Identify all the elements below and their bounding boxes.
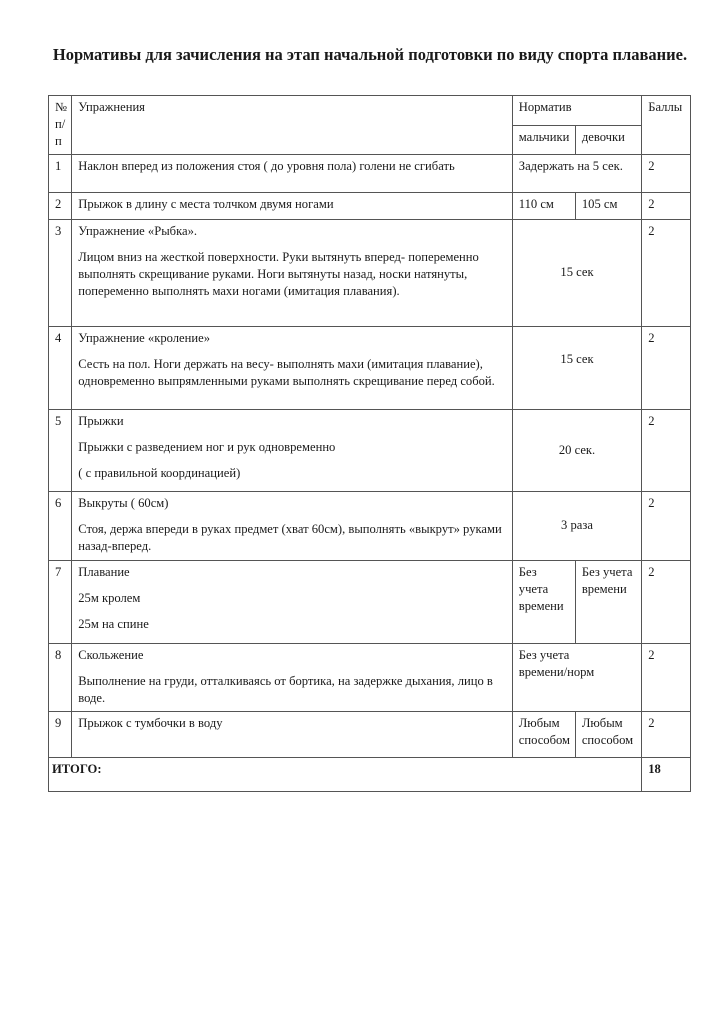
exercise-line: Выполнение на груди, отталкиваясь от бортика, на задержке дыхания, лицо в воде. — [78, 674, 493, 705]
row-exercise — [72, 492, 513, 561]
row-norm-boys: 110 см — [512, 193, 575, 220]
row-num: 1 — [49, 155, 72, 193]
exercise-line: Лицом вниз на жесткой поверхности. Руки вытянуть вперед- попеременно выполнять скрещивание руками. Ноги вытянуты назад, носки натянуты, попеременно выполнять махи ногами (имитация плавания). — [78, 250, 479, 298]
table-row — [49, 492, 691, 561]
row-norm: 3 раза — [512, 492, 641, 561]
total-label: ИТОГО: — [49, 758, 642, 792]
table-row — [49, 561, 691, 644]
row-norm-boys: Без учета времени — [512, 561, 575, 644]
exercise-line: Прыжок в длину с места толчком двумя ногами — [78, 197, 334, 211]
row-num: 4 — [49, 327, 72, 410]
header-norm: Норматив — [512, 96, 641, 126]
exercise-line: Сесть на пол. Ноги держать на весу- выполнять махи (имитация плавание), одновременно выпрямленными руками выполнять скрещивание перед собой. — [78, 357, 495, 388]
row-norm-girls: Любым способом — [575, 712, 641, 758]
row-num: 7 — [49, 561, 72, 644]
row-points: 2 — [642, 193, 691, 220]
row-points: 2 — [642, 410, 691, 492]
row-norm-girls: 105 см — [575, 193, 641, 220]
row-points: 2 — [642, 644, 691, 712]
row-exercise — [72, 193, 513, 220]
table-row — [49, 644, 691, 712]
exercise-line: Выкруты ( 60см) — [78, 496, 169, 510]
row-exercise — [72, 561, 513, 644]
total-value: 18 — [642, 758, 691, 792]
row-points: 2 — [642, 712, 691, 758]
table-row — [49, 220, 691, 327]
row-points: 2 — [642, 155, 691, 193]
row-norm: Без учета времени/норм — [512, 644, 641, 712]
page-title: Нормативы для зачисления на этап начальной подготовки по виду спорта плавание. — [52, 45, 688, 64]
row-norm: 20 сек. — [512, 410, 641, 492]
row-exercise — [72, 644, 513, 712]
header-girls: девочки — [575, 125, 641, 155]
header-boys: мальчики — [512, 125, 575, 155]
table-row — [49, 327, 691, 410]
row-num: 6 — [49, 492, 72, 561]
exercise-line: Стоя, держа впереди в руках предмет (хват 60см), выполнять «выкрут» руками назад-вперед. — [78, 522, 502, 553]
exercise-line: Прыжки с разведением ног и рук одновременно — [78, 440, 336, 454]
row-num: 8 — [49, 644, 72, 712]
exercise-line: Наклон вперед из положения стоя ( до уровня пола) голени не сгибать — [78, 159, 455, 173]
row-points: 2 — [642, 220, 691, 327]
exercise-line: Скольжение — [78, 648, 144, 662]
exercise-line: 25м кролем — [78, 591, 141, 605]
row-norm-boys: Любым способом — [512, 712, 575, 758]
total-row — [49, 758, 691, 792]
row-exercise — [72, 220, 513, 327]
exercise-line: Упражнение «Рыбка». — [78, 224, 198, 238]
table-header-row — [49, 96, 691, 126]
table-row — [49, 193, 691, 220]
header-points: Баллы — [642, 96, 691, 155]
table-row — [49, 155, 691, 193]
row-norm: Задержать на 5 сек. — [512, 155, 641, 193]
exercise-line: ( с правильной координацией) — [78, 466, 241, 480]
exercise-line: Прыжки — [78, 414, 124, 428]
row-num: 5 — [49, 410, 72, 492]
row-num: 2 — [49, 193, 72, 220]
header-num: № п/п — [49, 96, 72, 155]
norms-table — [48, 95, 691, 792]
table-row — [49, 410, 691, 492]
table-row — [49, 712, 691, 758]
row-norm-girls: Без учета времени — [575, 561, 641, 644]
row-norm: 15 сек — [512, 327, 641, 410]
exercise-line: Прыжок с тумбочки в воду — [78, 716, 223, 730]
exercise-line: Упражнение «кроление» — [78, 331, 211, 345]
row-points: 2 — [642, 492, 691, 561]
row-exercise — [72, 155, 513, 193]
row-norm: 15 сек — [512, 220, 641, 327]
row-points: 2 — [642, 561, 691, 644]
row-exercise — [72, 410, 513, 492]
row-exercise — [72, 327, 513, 410]
row-num: 3 — [49, 220, 72, 327]
header-exercise: Упражнения — [72, 96, 513, 155]
row-points: 2 — [642, 327, 691, 410]
exercise-line: Плавание — [78, 565, 130, 579]
exercise-line: 25м на спине — [78, 617, 149, 631]
row-exercise — [72, 712, 513, 758]
row-num: 9 — [49, 712, 72, 758]
